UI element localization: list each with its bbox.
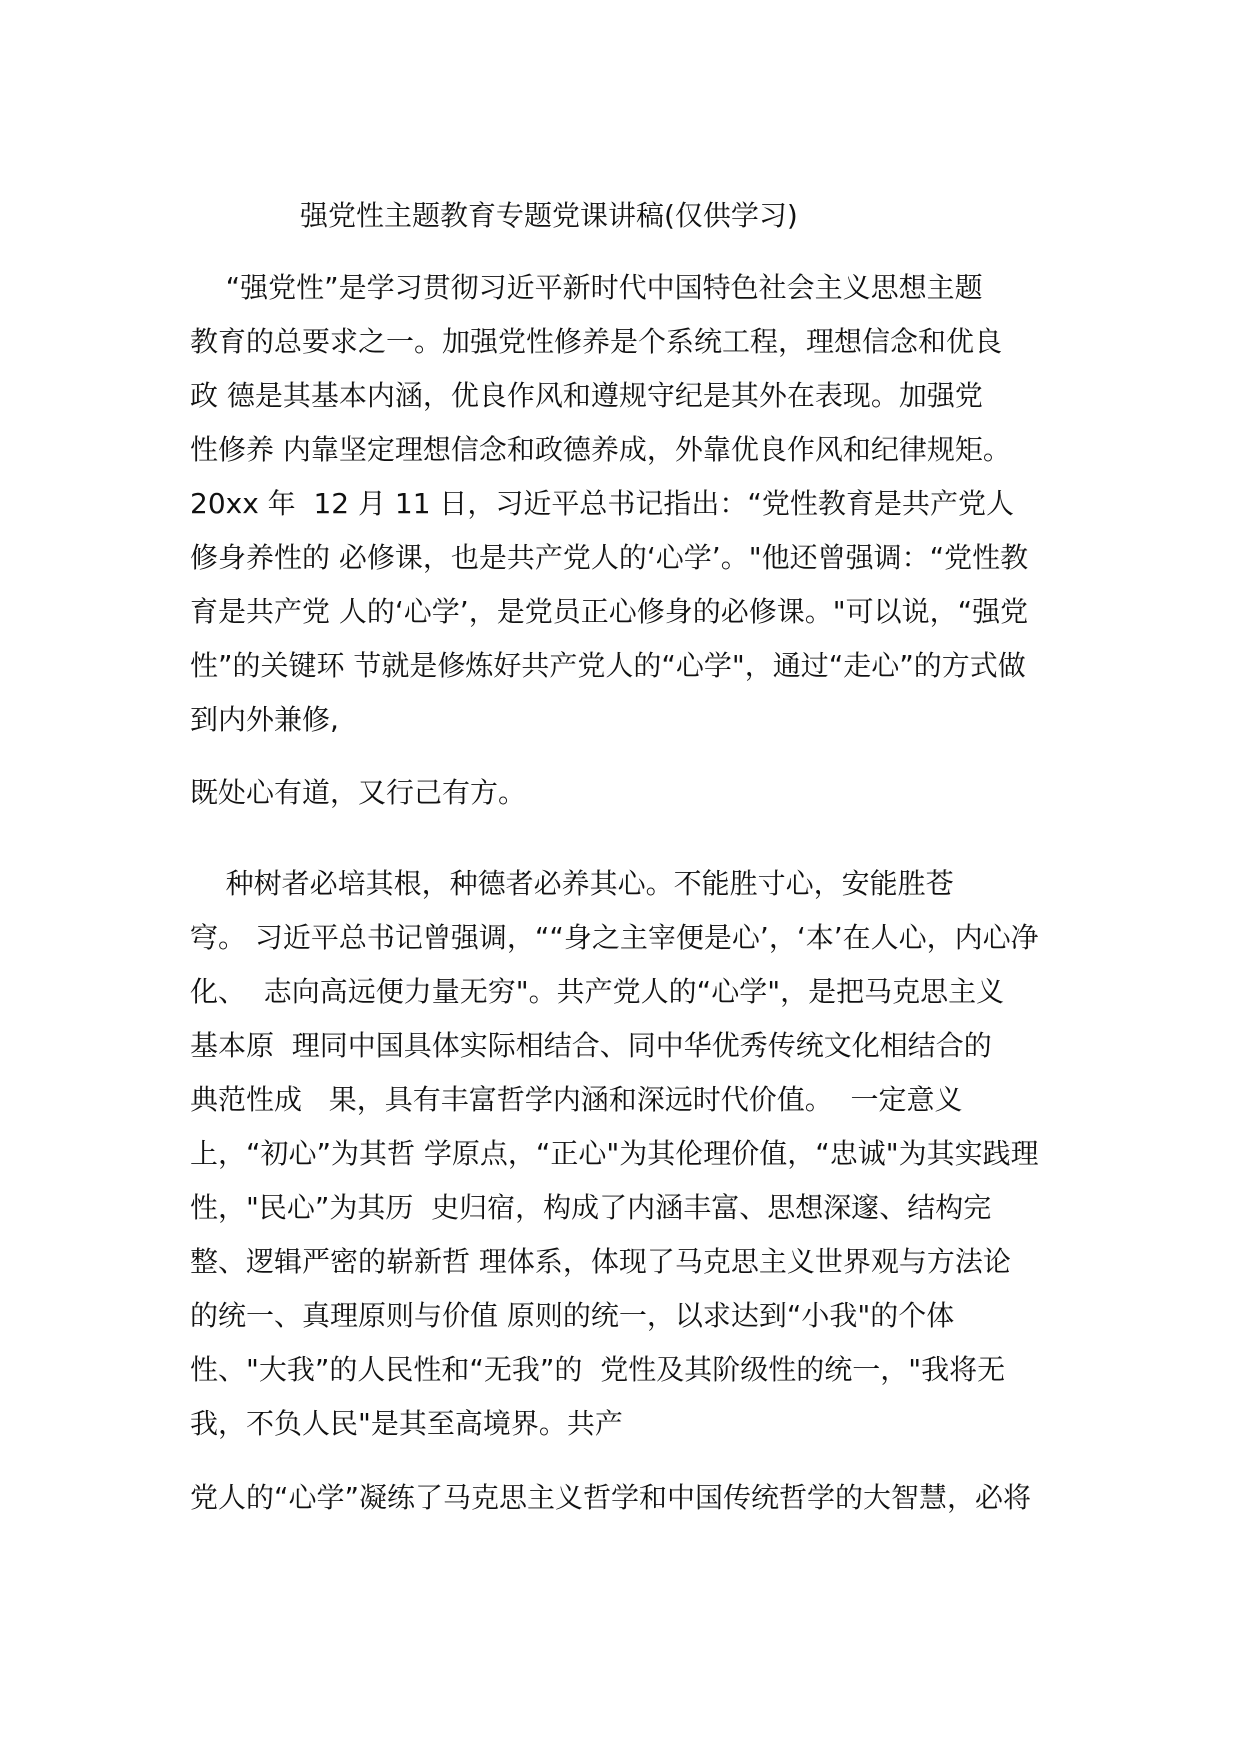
- paragraph-1-line-6: 修身养性的 必修课，也是共产党人的‘心学’。"他还曾强调：“党性教: [190, 541, 1029, 574]
- paragraph-3-line-2: 穹。 习近平总书记曾强调，““身之主宰便是心’，‘本’在人心，内心净: [190, 921, 1039, 954]
- paragraph-3-line-6: 上，“初心”为其哲 学原点，“正心"为其伦理价值，“忠诚"为其实践理: [190, 1137, 1039, 1170]
- paragraph-1-line-9: 到内外兼修,: [190, 703, 339, 736]
- paragraph-3-line-11: 我，不负人民"是其至高境界。共产: [190, 1407, 623, 1440]
- paragraph-3-line-3: 化、 志向高远便力量无穷"。共产党人的“心学"，是把马克思主义: [190, 975, 1005, 1008]
- paragraph-3-line-9: 的统一、真理原则与价值 原则的统一，以求达到“小我"的个体: [190, 1299, 955, 1332]
- paragraph-3-line-7: 性，"民心”为其历 史归宿，构成了内涵丰富、思想深邃、结构完: [190, 1191, 992, 1224]
- document-title: 强党性主题教育专题党课讲稿(仅供学习): [300, 199, 798, 232]
- paragraph-3-line-8: 整、逻辑严密的崭新哲 理体系，体现了马克思主义世界观与方法论: [190, 1245, 1011, 1278]
- paragraph-1-line-7: 育是共产党 人的‘心学’，是党员正心修身的必修课。"可以说，“强党: [190, 595, 1029, 628]
- paragraph-3-line-5: 典范性成 果，具有丰富哲学内涵和深远时代价值。 一定意义: [190, 1083, 963, 1116]
- paragraph-3-line-1: 种树者必培其根，种德者必养其心。不能胜寸心，安能胜苍: [190, 867, 954, 900]
- paragraph-3-line-10: 性、"大我”的人民性和“无我”的 党性及其阶级性的统一，"我将无: [190, 1353, 1006, 1386]
- paragraph-1-line-3: 政 德是其基本内涵，优良作风和遵规守纪是其外在表现。加强党: [190, 379, 983, 412]
- paragraph-4-line-1: 党人的“心学”凝练了马克思主义哲学和中国传统哲学的大智慧，必将: [190, 1481, 1032, 1514]
- paragraph-1-line-1: “强党性”是学习贯彻习近平新时代中国特色社会主义思想主题: [190, 271, 983, 304]
- paragraph-2-line-1: 既处心有道，又行己有方。: [190, 776, 527, 809]
- paragraph-1-line-4: 性修养 内靠坚定理想信念和政德养成，外靠优良作风和纪律规矩。: [190, 433, 1011, 466]
- paragraph-3-line-4: 基本原 理同中国具体实际相结合、同中华优秀传统文化相结合的: [190, 1029, 992, 1062]
- paragraph-1-line-5: 20xx 年 12 月 11 日，习近平总书记指出：“党性教育是共产党人: [190, 487, 1014, 520]
- paragraph-1-line-8: 性”的关键环 节就是修炼好共产党人的“心学"，通过“走心”的方式做: [190, 649, 1026, 682]
- paragraph-1-line-2: 教育的总要求之一。加强党性修养是个系统工程，理想信念和优良: [190, 325, 1003, 358]
